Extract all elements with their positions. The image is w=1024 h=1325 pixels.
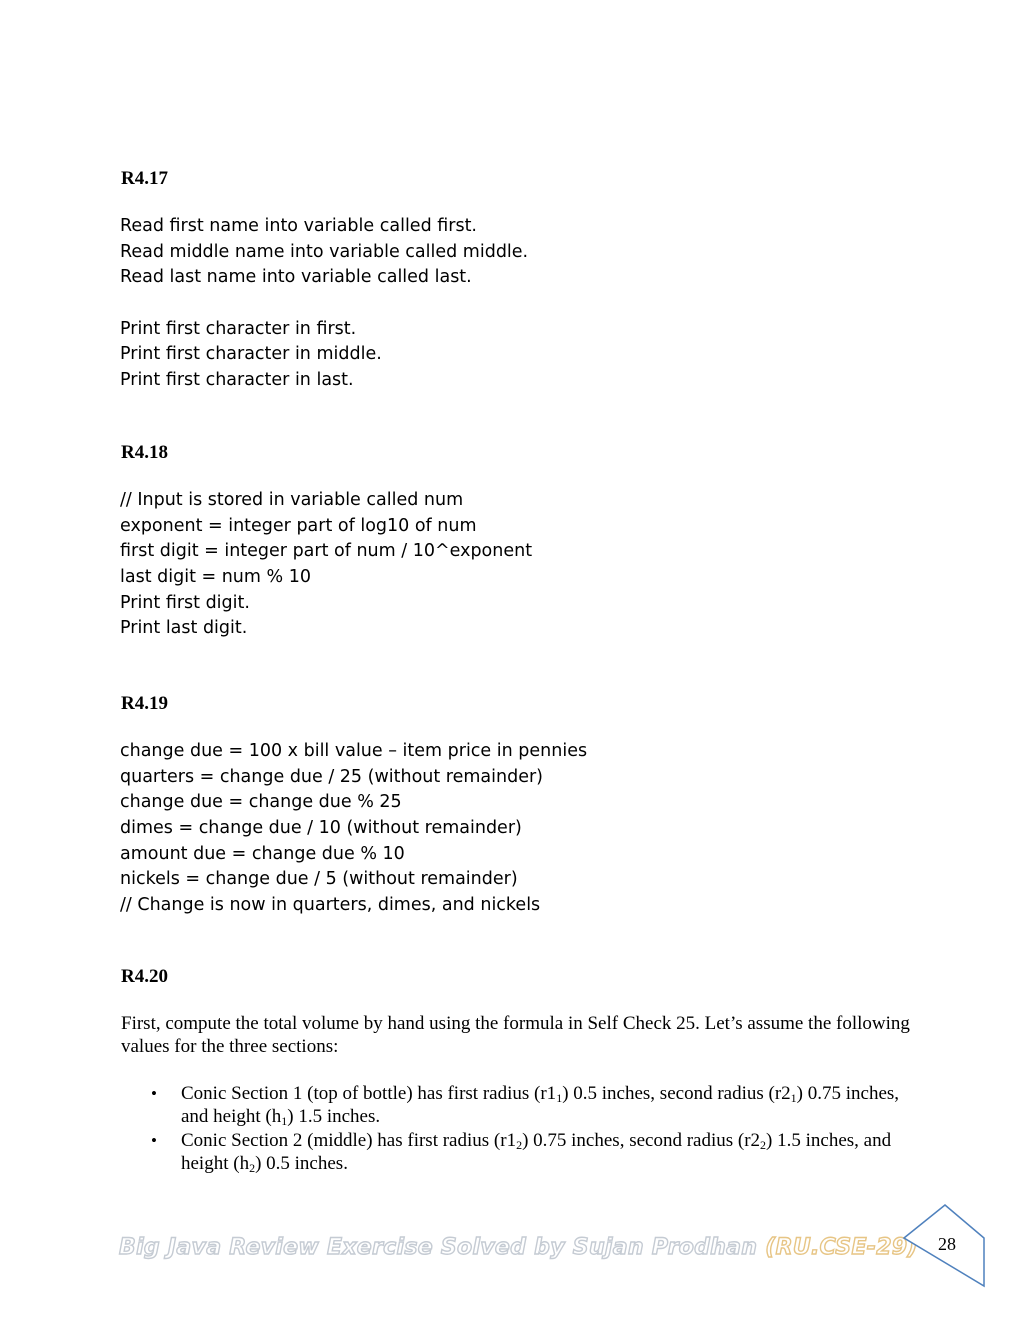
conic-section-list [121,1082,921,1176]
list-item-conic-section-2 [121,1129,921,1175]
code-line: Read middle name into variable called middle. [120,241,529,262]
list-item-conic-section-1 [121,1082,921,1128]
code-line: // Change is now in quarters, dimes, and nickels [120,895,541,916]
section-heading-r4-18: R4.18 [121,442,168,463]
code-line: Print first character in last. [120,370,354,391]
subscript: 2 [516,1138,523,1152]
footer-credit-batch: (RU.CSE-29) [765,1235,918,1260]
pseudocode-r4-18 [120,488,532,642]
pseudocode-r4-17 [120,214,528,394]
code-line: change due = 100 x bill value – item price in pennies [120,741,588,761]
text-segment: ) 1.5 inches, and height (h [181,1130,892,1174]
code-line: dimes = change due / 10 (without remainder) [120,818,522,839]
section-heading-r4-20: R4.20 [121,966,168,987]
code-line: Print last digit. [120,618,248,639]
subscript: 2 [249,1161,256,1175]
footer-credit [119,1235,918,1260]
text-segment: ) 0.5 inches, second radius (r2 [562,1083,791,1104]
code-line: quarters = change due / 25 (without remainder) [120,766,544,787]
page-number: 28 [938,1234,956,1254]
code-line: Print first character in first. [120,318,357,339]
footer-credit-main: Big Java Review Exercise Solved by Sujan Prodhan [119,1235,766,1260]
code-line: Read last name into variable called last. [120,267,472,288]
code-line: // Input is stored in variable called num [120,490,464,510]
code-line: change due = change due % 25 [120,792,402,813]
text-segment: ) 0.5 inches. [255,1153,348,1174]
blank-line [120,291,528,317]
text-segment: Conic Section 1 (top of bottle) has first radius (r1 [181,1083,557,1104]
code-line: Read first name into variable called first. [120,216,477,236]
code-line: Print first digit. [120,592,250,613]
text-segment: Conic Section 2 (middle) has first radius (r1 [181,1130,517,1151]
code-line: exponent = integer part of log10 of num [120,515,477,536]
text-segment: ) 0.75 inches, and height (h [181,1083,900,1127]
subscript: 1 [790,1091,797,1105]
text-segment: ) 0.75 inches, second radius (r2 [522,1130,761,1151]
text-segment: ) 1.5 inches. [287,1106,381,1127]
code-line: last digit = num % 10 [120,567,311,588]
pseudocode-r4-19 [120,739,587,919]
code-line: first digit = integer part of num / 10^exponent [120,541,533,562]
section-heading-r4-19: R4.19 [121,693,168,714]
subscript: 2 [760,1138,767,1152]
subscript: 1 [556,1091,563,1105]
bullet-icon: • [151,1084,157,1103]
bullet-icon: • [151,1131,157,1150]
section-heading-r4-17: R4.17 [121,168,168,189]
code-line: nickels = change due / 5 (without remainder) [120,869,518,890]
code-line: Print first character in middle. [120,344,382,365]
subscript: 1 [281,1114,288,1128]
intro-paragraph: First, compute the total volume by hand using the formula in Self Check 25. Let’s assume the following values for the three sections: [121,1013,910,1057]
code-line: amount due = change due % 10 [120,843,405,864]
